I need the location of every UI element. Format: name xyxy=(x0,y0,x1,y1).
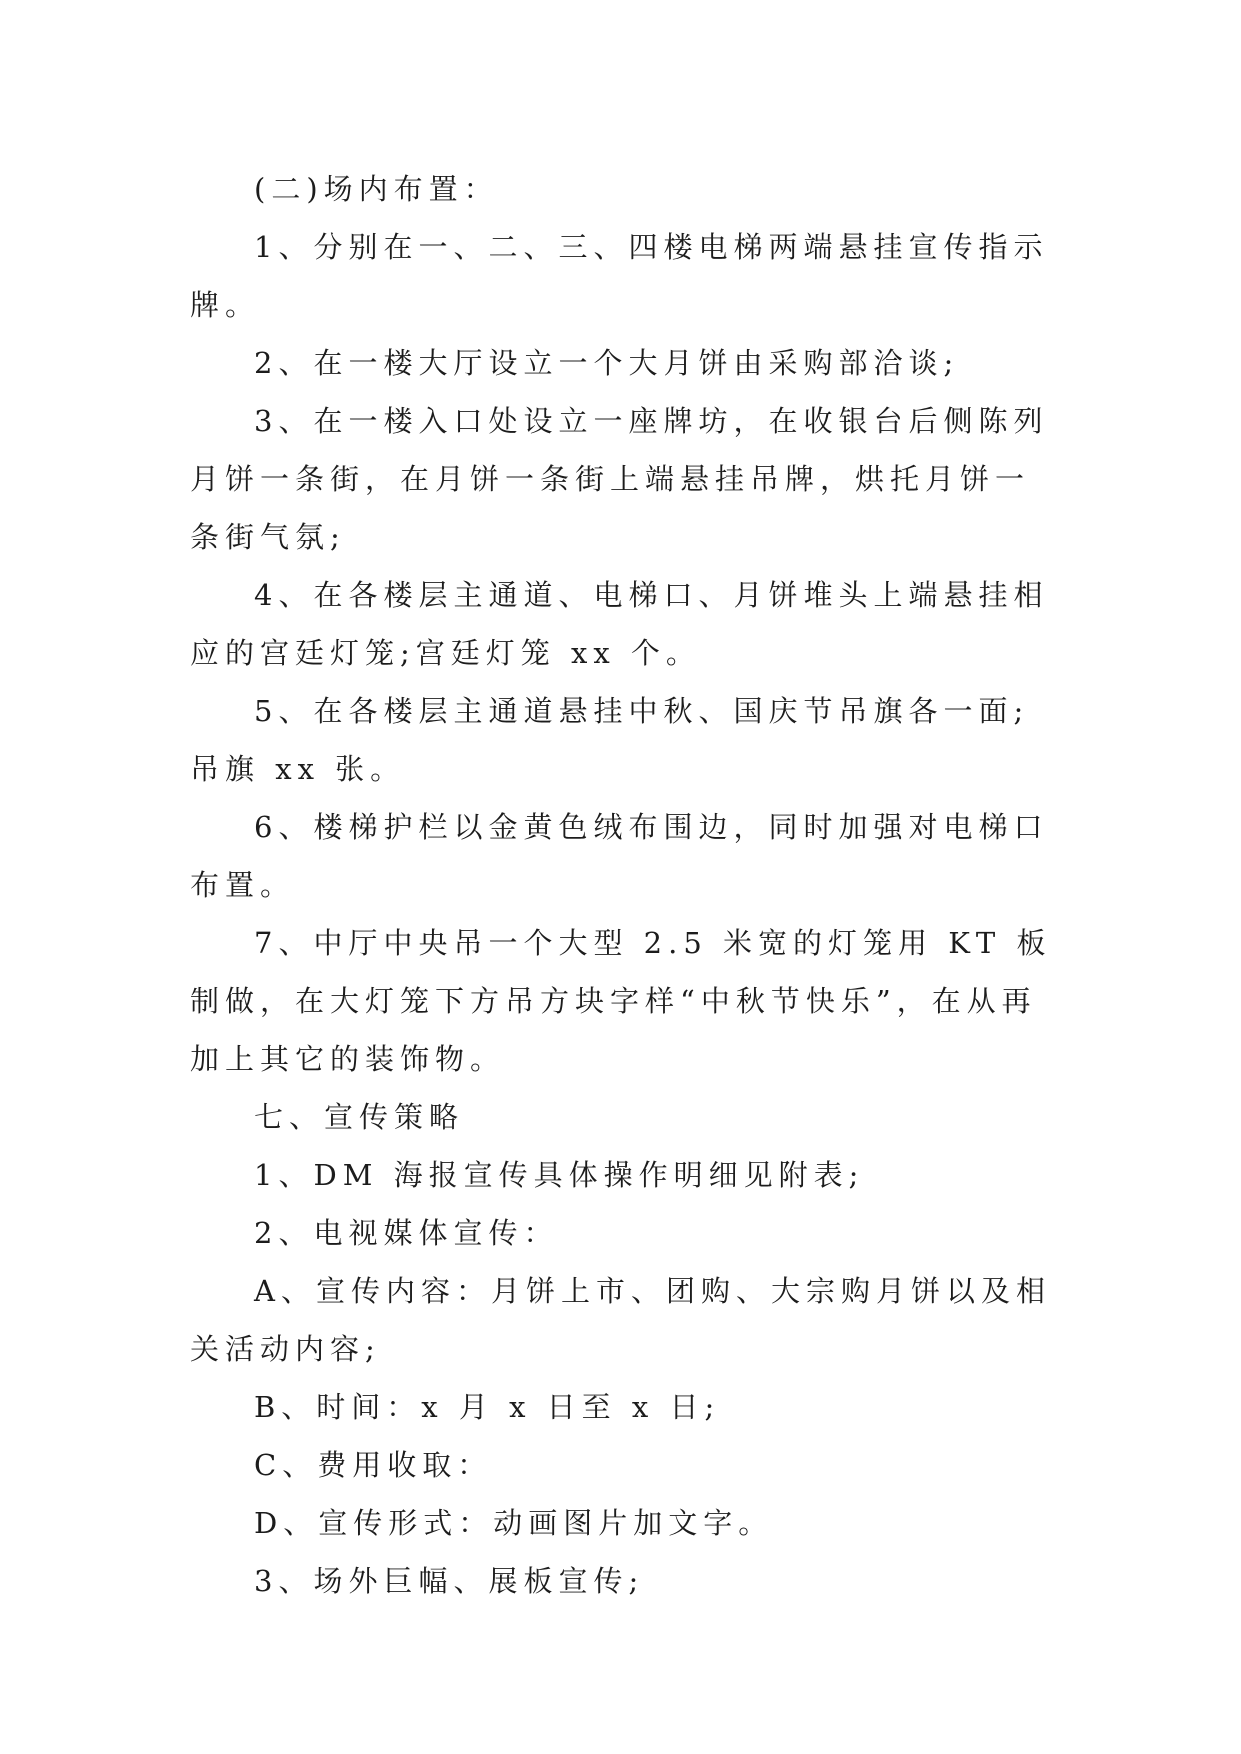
paragraph-strategy-c: C、费用收取： xyxy=(254,1448,493,1482)
paragraph-item-7: 7、中厅中央吊一个大型 2.5 米宽的灯笼用 KT 板制做，在大灯笼下方吊方块字样“中秋节快乐”，在从再加上其它的装饰物。 xyxy=(190,926,1052,1076)
paragraph-item-5: 5、在各楼层主通道悬挂中秋、国庆节吊旗各一面;吊旗 xx 张。 xyxy=(190,694,1030,786)
paragraph-strategy-d: D、宣传形式：动画图片加文字。 xyxy=(254,1506,774,1540)
paragraph-item-2: 2、在一楼大厅设立一个大月饼由采购部洽谈; xyxy=(254,346,960,380)
paragraph-item-4: 4、在各楼层主通道、电梯口、月饼堆头上端悬挂相应的宫廷灯笼;宫廷灯笼 xx 个。 xyxy=(190,578,1049,670)
paragraph-item-1: 1、分别在一、二、三、四楼电梯两端悬挂宣传指示牌。 xyxy=(190,230,1049,322)
paragraph-strategy-1: 1、DM 海报宣传具体操作明细见附表; xyxy=(254,1158,865,1192)
document-body xyxy=(190,160,1060,1610)
paragraph-strategy-2: 2、电视媒体宣传： xyxy=(254,1216,559,1250)
paragraph-strategy-a: A、宣传内容：月饼上市、团购、大宗购月饼以及相关活动内容; xyxy=(190,1274,1051,1366)
paragraph-item-6: 6、楼梯护栏以金黄色绒布围边，同时加强对电梯口布置。 xyxy=(190,810,1049,902)
paragraph-chapter-heading: 七、宣传策略 xyxy=(254,1100,465,1134)
paragraph-strategy-b: B、时间：x 月 x 日至 x 日; xyxy=(254,1390,721,1424)
paragraph-item-3: 3、在一楼入口处设立一座牌坊，在收银台后侧陈列月饼一条街，在月饼一条街上端悬挂吊牌，烘托月饼一条街气氛; xyxy=(190,404,1049,554)
paragraph-strategy-3: 3、场外巨幅、展板宣传; xyxy=(254,1564,645,1598)
paragraph-section-heading: (二)场内布置： xyxy=(254,172,499,206)
